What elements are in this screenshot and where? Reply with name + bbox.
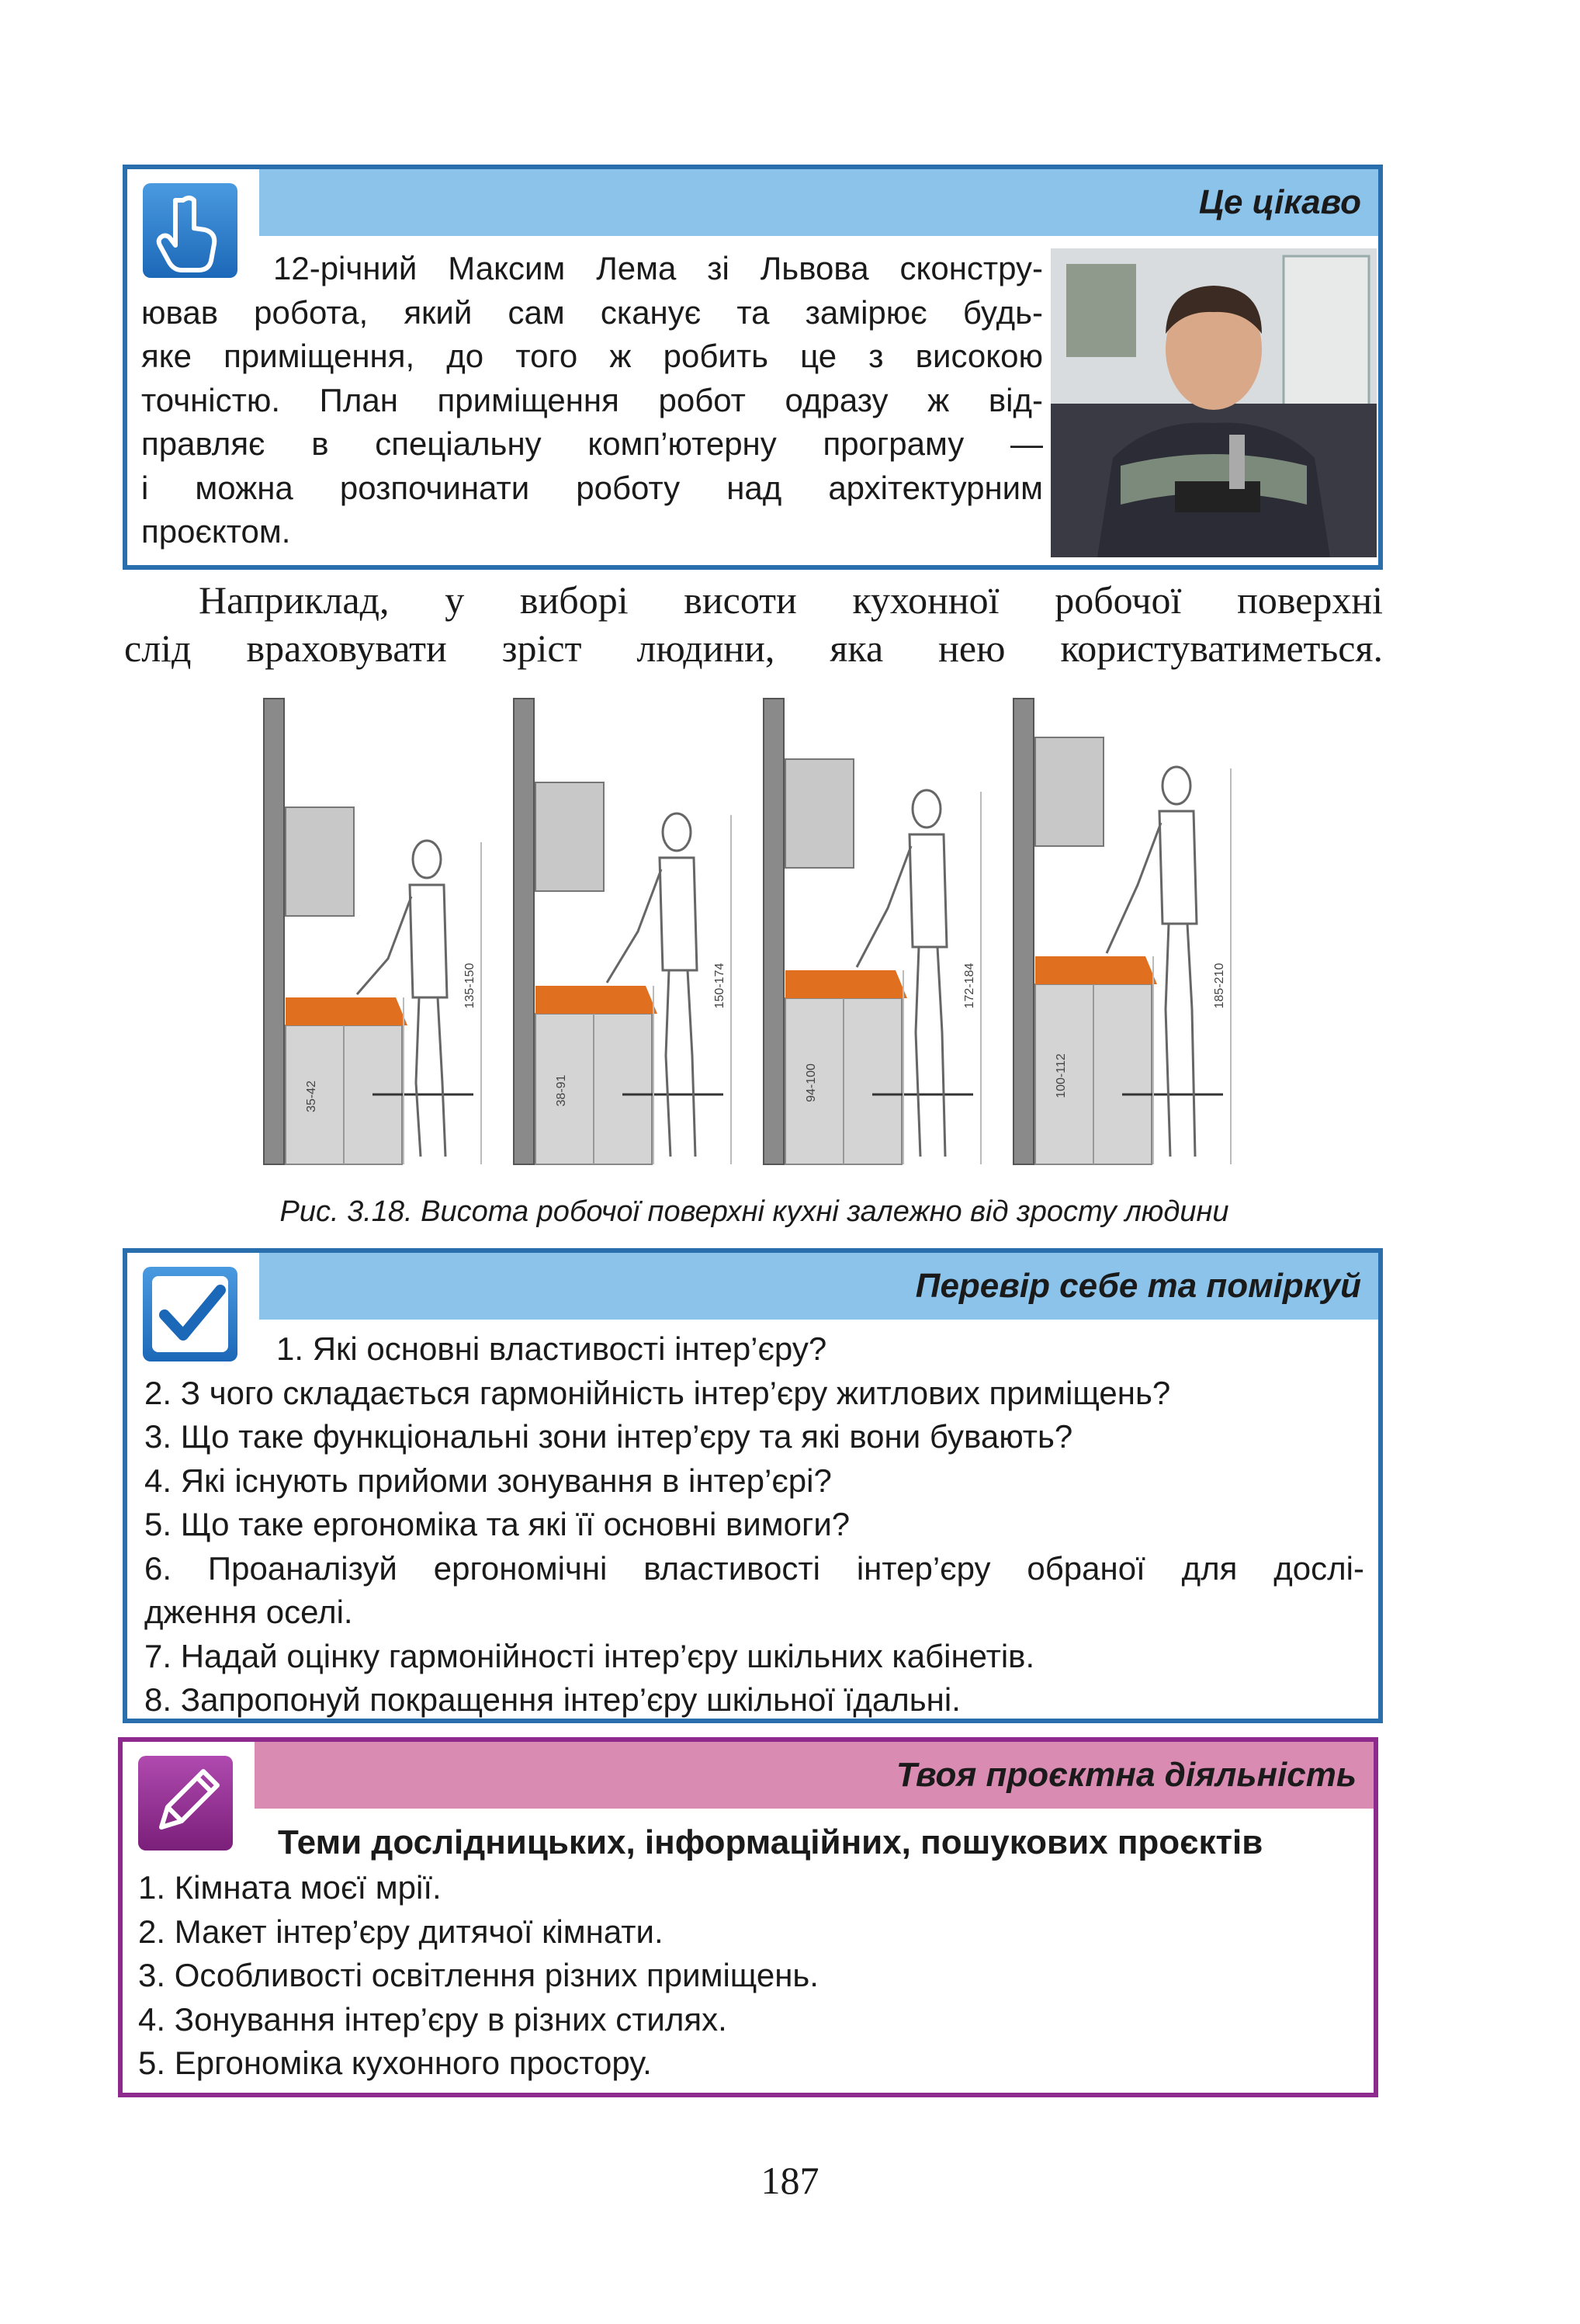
wall — [264, 699, 284, 1164]
person-part — [416, 997, 421, 1157]
countertop — [286, 997, 407, 1025]
project-list — [138, 1866, 1349, 2086]
person-part — [410, 885, 447, 997]
person-part — [688, 970, 695, 1157]
project-item: 3. Особливості освітлення різних приміщень. — [138, 1957, 819, 1993]
person-part — [357, 897, 411, 994]
check-box — [123, 1248, 1383, 1723]
intro-line: слід враховувати зріст людини, яка нею користуватиметься. — [124, 626, 1383, 670]
person-part — [1107, 823, 1161, 953]
person-height-label: 185-210 — [1213, 963, 1226, 1009]
upper-cabinet — [1035, 737, 1104, 846]
counter-height-label: 35-42 — [305, 1080, 318, 1112]
person-height-label: 150-174 — [713, 963, 726, 1009]
pencil-icon — [138, 1756, 233, 1851]
project-item: 4. Зонування інтер’єру в різних стилях. — [138, 2000, 727, 2038]
project-item: 1. Кімната моєї мрії. — [138, 1869, 442, 1906]
counter-height-label: 94-100 — [805, 1063, 818, 1102]
person-part — [663, 813, 691, 851]
interesting-line: 12-річний Максим Лема зі Львова сконстру- — [273, 250, 1043, 286]
page-number: 187 — [761, 2159, 819, 2202]
person-part — [1162, 767, 1190, 804]
counter-height-label: 100-112 — [1055, 1053, 1068, 1098]
person-part — [660, 858, 697, 970]
countertop — [1035, 956, 1157, 984]
check-item: 3. Що таке функціональні зони інтер’єру та які вони бувають? — [144, 1418, 1073, 1455]
check-item: 1. Які основні властивості інтер’єру? — [276, 1330, 827, 1367]
check-item: 2. З чого складається гармонійність інтер’єру житлових приміщень? — [144, 1374, 1171, 1411]
project-header: Твоя проєктна діяльність — [255, 1742, 1374, 1809]
person-part — [607, 869, 661, 983]
intro-line: Наприклад, у виборі висоти кухонної робочої поверхні — [199, 578, 1383, 622]
interesting-box — [123, 165, 1383, 570]
interesting-line: проєктом. — [141, 513, 291, 550]
person-part — [937, 947, 945, 1157]
person-part — [1159, 811, 1197, 924]
project-item: 2. Макет інтер’єру дитячої кімнати. — [138, 1913, 664, 1950]
person-part — [438, 997, 445, 1157]
upper-cabinet — [785, 759, 854, 868]
interesting-text — [141, 247, 1043, 554]
check-header: Перевір себе та поміркуй — [259, 1253, 1378, 1320]
check-item: 6. Проаналізуй ергономічні властивості інтер’єру обраної для дослі- — [144, 1549, 1364, 1587]
counter-height-label: 38-91 — [555, 1074, 568, 1107]
person-part — [910, 834, 947, 947]
interesting-header: Це цікаво — [259, 169, 1378, 236]
check-item: 7. Надай оцінку гармонійності інтер’єру шкільних кабінетів. — [144, 1637, 1035, 1674]
person-part — [666, 970, 670, 1157]
upper-cabinet — [286, 807, 354, 916]
person-height-label: 135-150 — [463, 963, 476, 1009]
interesting-line: яке приміщення, до того ж робить це з високою — [141, 338, 1043, 374]
intro-paragraph — [124, 576, 1383, 672]
person-part — [913, 790, 941, 827]
wall — [514, 699, 534, 1164]
check-item: 4. Які існують прийоми зонування в інтер’єрі? — [144, 1462, 832, 1499]
person-part — [916, 947, 920, 1157]
upper-cabinet — [535, 782, 604, 891]
interesting-line: точністю. План приміщення робот одразу ж від- — [141, 381, 1043, 418]
project-box — [118, 1737, 1378, 2097]
person-part — [1187, 924, 1195, 1157]
interesting-line: і можна розпочинати роботу над архітектурним — [141, 469, 1043, 506]
person-part — [1166, 924, 1170, 1157]
wall — [1013, 699, 1034, 1164]
countertop — [535, 986, 657, 1014]
kitchen-height-figure — [248, 691, 1273, 1180]
robot-photo — [1051, 248, 1377, 557]
interesting-line: правляє в спеціальну комп’ютерну програму — — [141, 425, 1043, 462]
check-list — [144, 1327, 1364, 1722]
wall — [764, 699, 784, 1164]
project-subtitle: Теми дослідницьких, інформаційних, пошукових проєктів — [278, 1823, 1263, 1861]
check-item: дження оселі. — [144, 1594, 353, 1630]
check-item: 5. Що таке ергономіка та які її основні вимоги? — [144, 1506, 851, 1542]
check-item: 8. Запропонуй покращення інтер’єру шкільної їдальні. — [144, 1681, 961, 1718]
project-item: 5. Ергономіка кухонного простору. — [138, 2045, 652, 2081]
countertop — [785, 970, 907, 998]
person-part — [413, 841, 441, 878]
person-height-label: 172-184 — [963, 963, 976, 1009]
person-part — [857, 846, 911, 967]
interesting-line: ював робота, який сам сканує та замірює будь- — [141, 293, 1043, 331]
figure-caption: Рис. 3.18. Висота робочої поверхні кухні залежно від зросту людини — [279, 1195, 1229, 1228]
